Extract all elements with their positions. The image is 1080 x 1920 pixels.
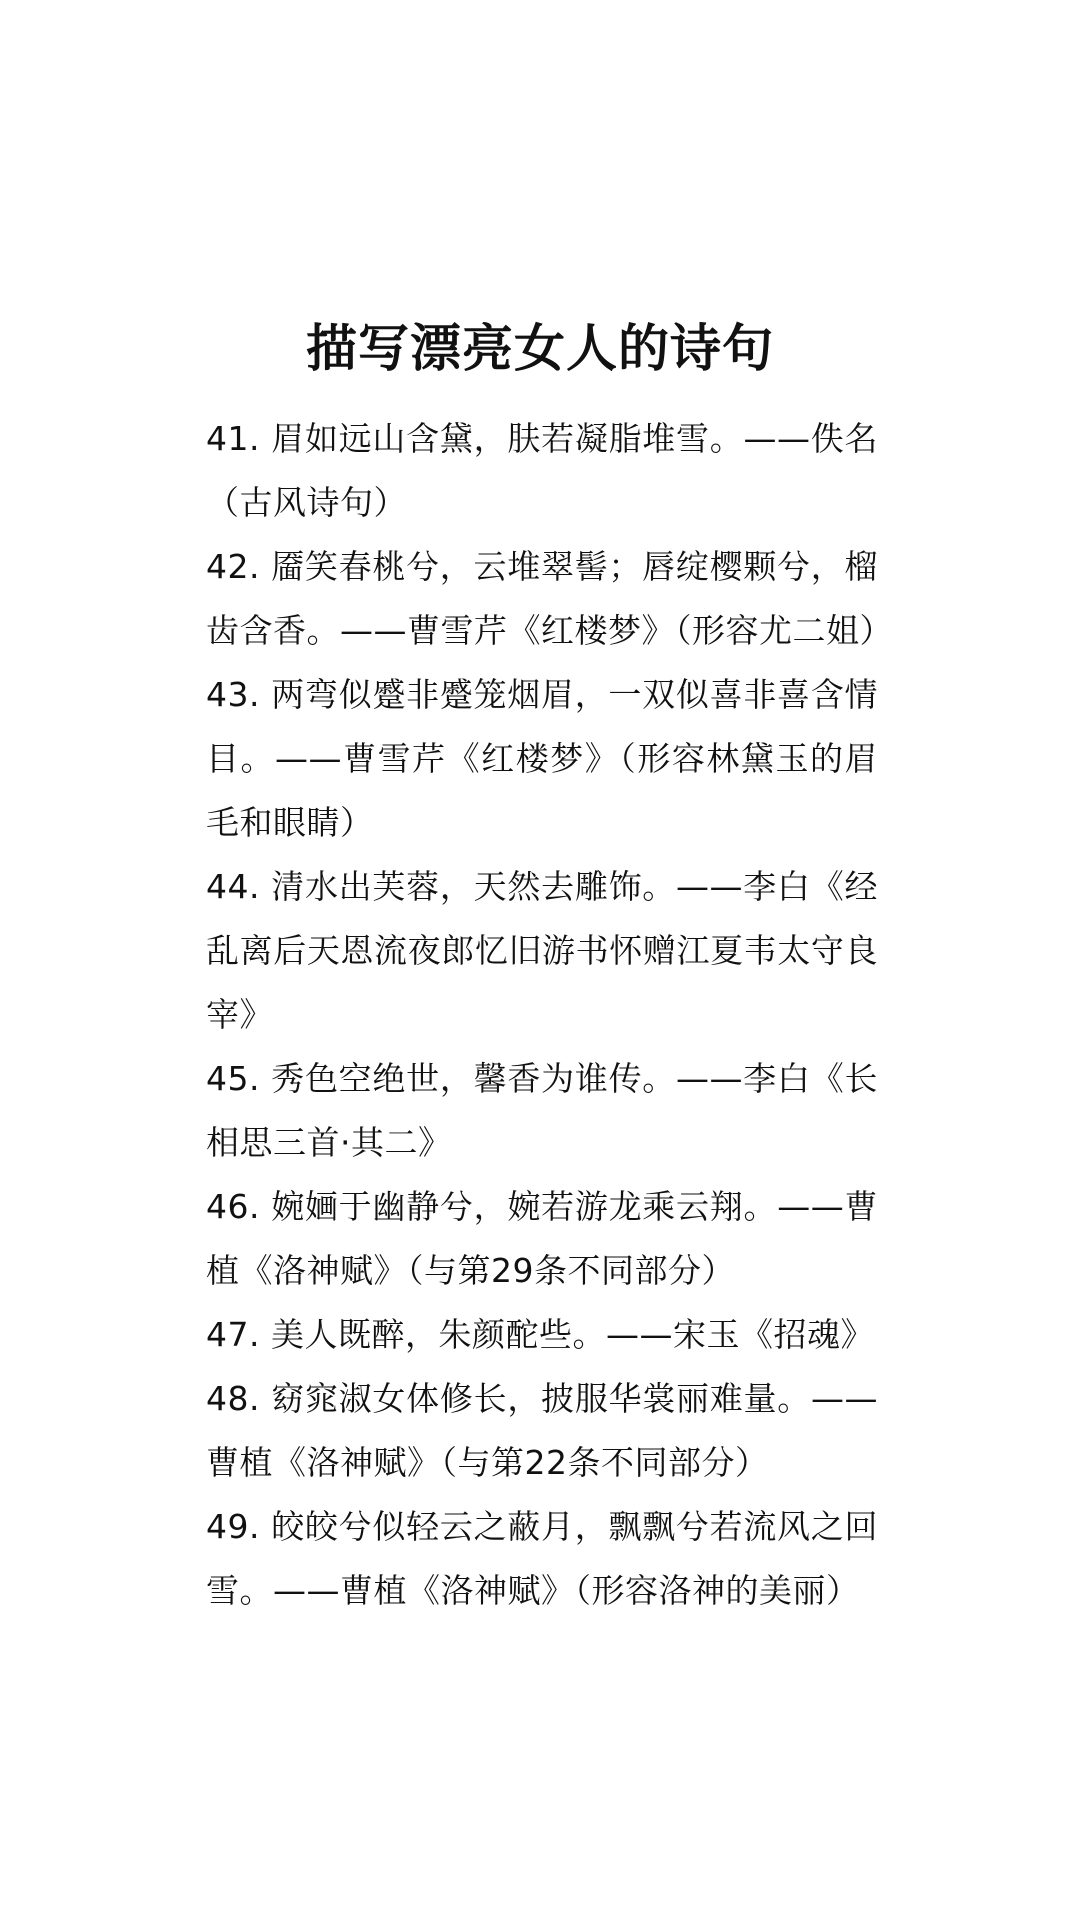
poem-item-43: 43. 两弯似蹙非蹙笼烟眉，一双似喜非喜含情目。——曹雪芹《红楼梦》（形容林黛玉的眉毛和眼睛）	[206, 675, 878, 842]
poem-list	[206, 407, 893, 1623]
poem-item-41: 41. 眉如远山含黛，肤若凝脂堆雪。——佚名（古风诗句）	[206, 419, 878, 522]
poem-item-49: 49. 皎皎兮似轻云之蔽月，飘飘兮若流风之回雪。——曹植《洛神赋》（形容洛神的美丽）	[206, 1507, 878, 1610]
poem-item-42: 42. 靥笑春桃兮，云堆翠髻；唇绽樱颗兮，榴齿含香。——曹雪芹《红楼梦》（形容尤二姐）	[206, 547, 893, 650]
page-title: 描写漂亮女人的诗句	[305, 320, 774, 379]
poem-item-44: 44. 清水出芙蓉，天然去雕饰。——李白《经乱离后天恩流夜郎忆旧游书怀赠江夏韦太守良宰》	[206, 867, 878, 1034]
poem-item-47: 47. 美人既醉，朱颜酡些。——宋玉《招魂》	[206, 1315, 874, 1354]
poem-item-46: 46. 婉婳于幽静兮，婉若游龙乘云翔。——曹植《洛神赋》（与第29条不同部分）	[206, 1187, 878, 1290]
poem-item-48: 48. 窈窕淑女体修长，披服华裳丽难量。——曹植《洛神赋》（与第22条不同部分）	[206, 1379, 878, 1482]
poem-item-45: 45. 秀色空绝世，馨香为谁传。——李白《长相思三首·其二》	[206, 1059, 878, 1162]
